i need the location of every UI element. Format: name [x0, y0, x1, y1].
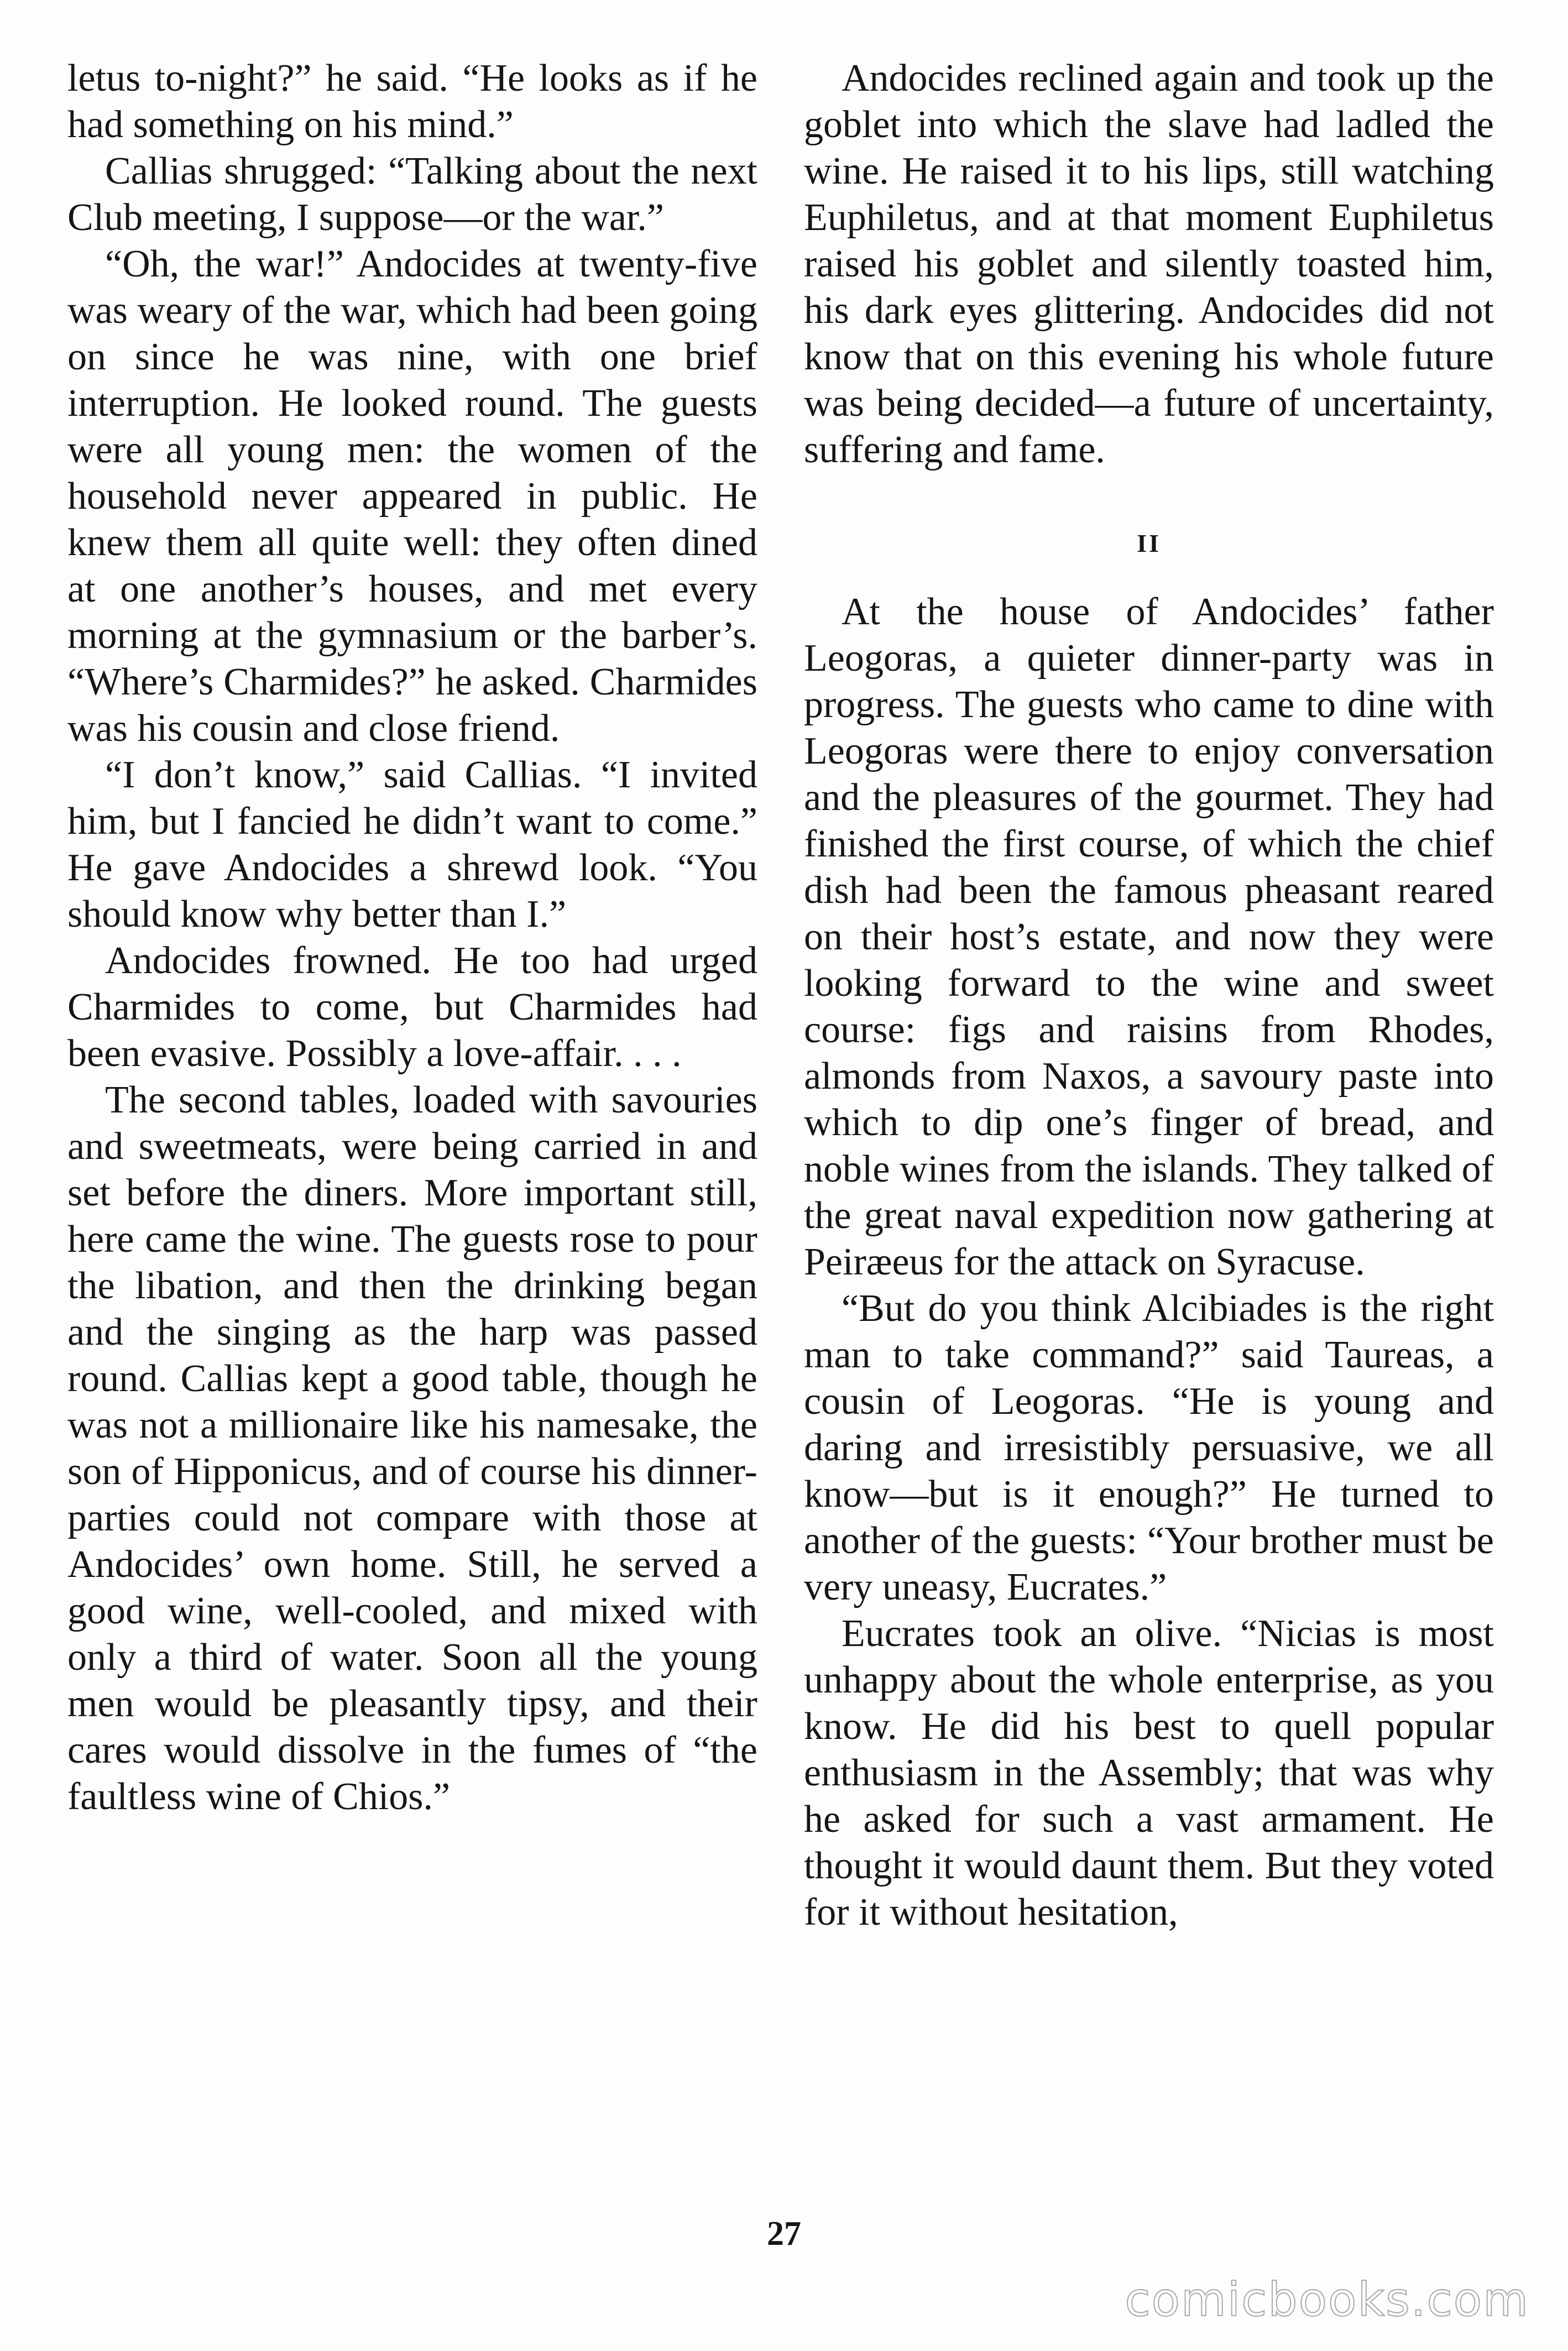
paragraph: letus to-night?” he said. “He looks as if he had something on his mind.” — [67, 57, 757, 146]
page-number: 27 — [767, 2215, 801, 2253]
paragraph: “Oh, the war!” Andocides at twenty-five was weary of the war, which had been going on since he was nine, with one brief interruption. He looked round. The guests were all young men: the women of the household never appeared in public. He knew them all quite well: they often dined at one another’s houses, and met every morning at the gymnasium or the barber’s. “Where’s Charmides?” he asked. Charmides was his cousin and close friend. — [67, 243, 757, 750]
paragraph: Andocides reclined again and took up the goblet into which the slave had ladled the wine. He raised it to his lips, still watching Euphiletus, and at that moment Euphiletus raised his goblet and silently toasted him, his dark eyes glittering. Andocides did not know that on this evening his whole future was being decided—a future of uncertainty, suffering and fame. — [804, 57, 1494, 471]
section-marker: II — [1137, 529, 1161, 557]
watermark: comicbooks.com — [1125, 2272, 1529, 2327]
right-column — [804, 55, 1494, 1936]
left-column — [67, 55, 757, 1820]
paragraph: Eucrates took an olive. “Nicias is most unhappy about the whole enterprise, as you know. He did his best to quell popular enthusiasm in the Assembly; that was why he asked for such a vast armament. He thought it would daunt them. But they voted for it without hesitation, — [804, 1612, 1494, 1934]
paragraph: The second tables, loaded with savouries and sweetmeats, were being carried in and set before the diners. More important still, here came the wine. The guests rose to pour the libation, and then the drinking began and the singing as the harp was passed round. Callias kept a good table, though he was not a millionaire like his namesake, the son of Hipponicus, and of course his dinner-parties could not compare with those at Andocides’ own home. Still, he served a good wine, well-cooled, and mixed with only a third of water. Soon all the young men would be pleasantly tipsy, and their cares would dissolve in the fumes of “the faultless wine of Chios.” — [67, 1079, 757, 1818]
paragraph: At the house of Andocides’ father Leogoras, a quieter dinner-party was in progress. The guests who came to dine with Leogoras were there to enjoy conversation and the pleasures of the gourmet. They had finished the first course, of which the chief dish had been the famous pheasant reared on their host’s estate, and now they were looking forward to the wine and sweet course: figs and raisins from Rhodes, almonds from Naxos, a savoury paste into which to dip one’s finger of bread, and noble wines from the islands. They talked of the great naval expedition now gathering at Peiræeus for the attack on Syracuse. — [804, 591, 1494, 1283]
paragraph: “But do you think Alcibiades is the right man to take command?” said Taureas, a cousin of Leogoras. “He is young and daring and irresistibly persuasive, we all know—but is it enough?” He turned to another of the guests: “Your brother must be very uneasy, Eucrates.” — [804, 1287, 1494, 1608]
paragraph: Andocides frowned. He too had urged Charmides to come, but Charmides had been evasive. Possibly a love-affair. . . . — [67, 939, 757, 1075]
paragraph: “I don’t know,” said Callias. “I invited him, but I fancied he didn’t want to come.” He gave Andocides a shrewd look. “You should know why better than I.” — [67, 754, 757, 936]
paragraph: Callias shrugged: “Talking about the next Club meeting, I suppose—or the war.” — [67, 150, 757, 239]
